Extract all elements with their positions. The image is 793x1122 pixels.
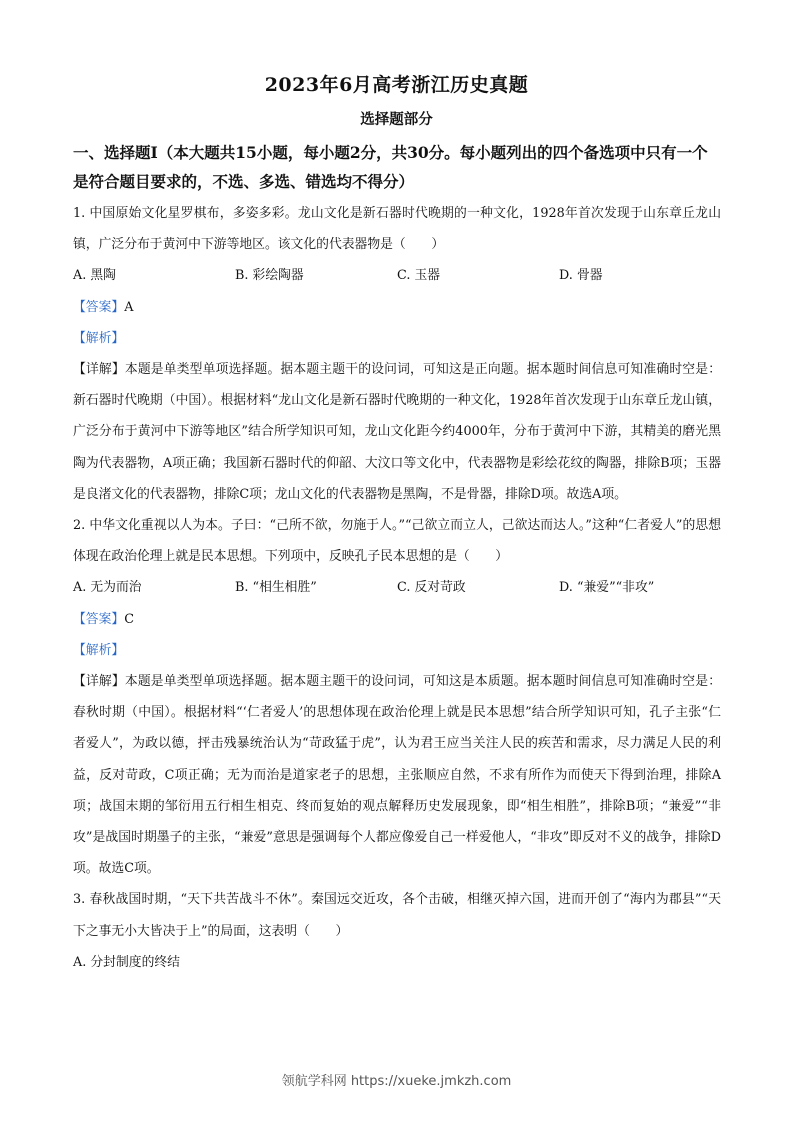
section-subtitle: 选择题部分 (360, 111, 433, 128)
question-1-option-c: C. 玉器 (397, 268, 441, 284)
document-body (73, 138, 721, 978)
question-1-stem: 1. 中国原始文化星罗棋布，多姿多彩。龙山文化是新石器时代晚期的一种文化，1928年首次发现于山东章丘龙山镇，广泛分布于黄河中下游等地区。该文化的代表器物是（ ） (73, 206, 721, 253)
question-2-option-b: B. “相生相胜” (235, 580, 317, 596)
question-1-option-b: B. 彩绘陶器 (235, 268, 304, 284)
question-2-analysis (73, 635, 721, 666)
analysis-tag: 【解析】 (73, 642, 125, 658)
question-2-detail (73, 666, 721, 884)
section-heading: 一、选择题Ⅰ（本大题共15小题，每小题2分，共30分。每小题列出的四个备选项中只有一个是符合题目要求的，不选、多选、错选均不得分） (73, 143, 708, 191)
page-title: 2023年6月高考浙江历史真题 (264, 74, 529, 96)
question-2-options (73, 572, 721, 603)
question-2-answer (73, 604, 721, 635)
question-3-stem: 3. 春秋战国时期，“天下共苦战斗不休”。秦国远交近攻，各个击破，相继灭掉六国，进而开创了“海内为郡县”“天下之事无小大皆决于上”的局面，这表明（ ） (73, 892, 721, 939)
question-2-option-d: D. “兼爱”“非攻” (559, 580, 655, 596)
question-1-options (73, 260, 721, 291)
detail-tag: 【详解】 (73, 674, 125, 690)
analysis-tag: 【解析】 (73, 330, 125, 346)
question-1-analysis (73, 323, 721, 354)
answer-value: C (124, 611, 134, 627)
question-2-stem: 2. 中华文化重视以人为本。子曰：“己所不欲，勿施于人。”“己欲立而立人，己欲达而达人。”这种“仁者爱人”的思想体现在政治伦理上就是民本思想。下列项中，反映孔子民本思想的是（ ） (73, 518, 721, 565)
answer-tag: 【答案】 (73, 299, 125, 315)
question-3-options (73, 947, 721, 978)
question-1-answer (73, 292, 721, 323)
footer-watermark: 领航学科网 https://xueke.jmkzh.com (281, 1074, 512, 1089)
question-2-option-a: A. 无为而治 (73, 580, 142, 596)
question-2-option-c: C. 反对苛政 (397, 580, 466, 596)
answer-value: A (124, 299, 134, 315)
question-1-option-a: A. 黑陶 (73, 268, 116, 284)
question-1-option-d: D. 骨器 (559, 268, 603, 284)
detail-tag: 【详解】 (73, 362, 125, 378)
question-3-option-a: A. 分封制度的终结 (73, 954, 180, 970)
detail-text: 本题是单类型单项选择题。据本题主题干的设问词，可知这是本质题。据本题时间信息可知准确时空是：春秋时期（中国）。根据材料“‘仁者爱人’的思想体现在政治伦理上就是民本思想”结合所学知识可知，孔子主张“仁者爱人”，为政以德，抨击残暴统治认为“苛政猛于虎”，认为君王应当关注人民的疾苦和需求，尽力满足人民的利益，反对苛政，C项正确；无为而治是道家老子的思想，主张顺应自然，不求有所作为而使天下得到治理，排除A项；战国末期的邹衍用五行相生相克、终而复始的观点解释历史发展现象，即“相生相胜”，排除B项；“兼爱”“非攻”是战国时期墨子的主张，“兼爱”意思是强调每个人都应像爱自己一样爱他人，“非攻”即反对不义的战争，排除D项。故选C项。 (73, 674, 722, 877)
answer-tag: 【答案】 (73, 611, 125, 627)
question-1-detail (73, 354, 721, 510)
detail-text: 本题是单类型单项选择题。据本题主题干的设问词，可知这是正向题。据本题时间信息可知准确时空是：新石器时代晚期（中国）。根据材料“龙山文化是新石器时代晚期的一种文化，1928年首次发现于山东章丘龙山镇，广泛分布于黄河中下游等地区”结合所学知识可知，龙山文化距今约4000年，分布于黄河中下游，其精美的磨光黑陶为代表器物，A项正确；我国新石器时代的仰韶、大汶口等文化中，代表器物是彩绘花纹的陶器，排除B项；玉器是良渚文化的代表器物，排除C项；龙山文化的代表器物是黑陶，不是骨器，排除D项。故选A项。 (73, 362, 722, 502)
